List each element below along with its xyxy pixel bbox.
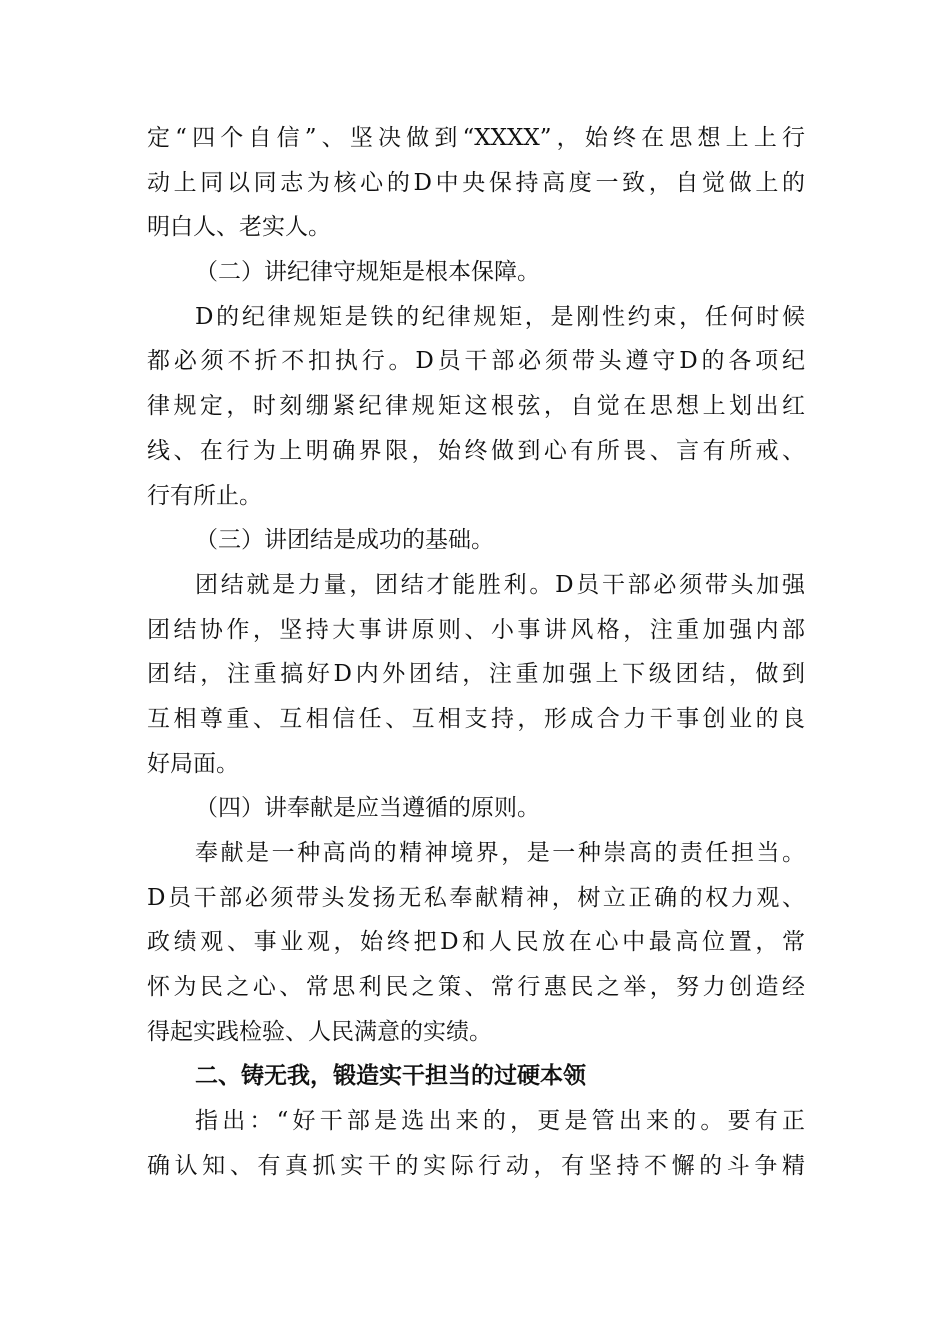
text-line: D的纪律规矩是铁的纪律规矩，是刚性约束，任何时候 <box>195 303 805 330</box>
text-line: 线、在行为上明确界限，始终做到心有所畏、言有所戒、 <box>147 437 805 464</box>
text-line: 奉献是一种高尚的精神境界，是一种崇高的责任担当。 <box>195 840 805 866</box>
text-line: 行有所止。 <box>147 482 262 509</box>
text-line: D员干部必须带头发扬无私奉献精神，树立正确的权力观、 <box>147 884 805 911</box>
text-line: 得起实践检验、人民满意的实绩。 <box>147 1018 492 1045</box>
subsection-heading <box>147 518 805 563</box>
subsection-heading <box>147 250 805 295</box>
text-line: （二）讲纪律守规矩是根本保障。 <box>195 259 540 286</box>
paragraph <box>147 1099 805 1188</box>
text-line: 明白人、老实人。 <box>147 214 331 241</box>
text-line: 都必须不折不扣执行。D员干部必须带头遵守D的各项纪 <box>147 348 805 375</box>
section-heading <box>147 1054 805 1099</box>
subsection-heading <box>147 786 805 831</box>
paragraph <box>147 116 805 250</box>
text-line: 互相尊重、互相信任、互相支持，形成合力干事创业的良 <box>147 705 805 732</box>
text-line: 政绩观、事业观，始终把D和人民放在心中最高位置，常 <box>147 929 805 956</box>
document-page <box>147 116 805 1189</box>
paragraph <box>147 563 805 786</box>
text-line: 二、铸无我，锻造实干担当的过硬本领 <box>195 1063 586 1090</box>
text-line: 律规定，时刻绷紧纪律规矩这根弦，自觉在思想上划出红 <box>147 393 805 420</box>
text-line: 怀为民之心、常思利民之策、常行惠民之举，努力创造经 <box>147 974 805 1001</box>
text-line: 团结协作，坚持大事讲原则、小事讲风格，注重加强内部 <box>147 616 805 643</box>
text-line: 动上同以同志为核心的D中央保持高度一致，自觉做上的 <box>147 169 805 196</box>
text-line: 团结，注重搞好D内外团结，注重加强上下级团结，做到 <box>147 661 805 688</box>
text-line: （三）讲团结是成功的基础。 <box>195 527 494 554</box>
paragraph <box>147 295 805 518</box>
text-line: （四）讲奉献是应当遵循的原则。 <box>195 795 540 822</box>
text-line: 指出：“好干部是选出来的，更是管出来的。要有正 <box>195 1108 805 1135</box>
text-line: 好局面。 <box>147 750 239 777</box>
paragraph <box>147 831 805 1054</box>
text-line: 确认知、有真抓实干的实际行动，有坚持不懈的斗争精 <box>147 1152 805 1179</box>
text-line: 定“四个自信”、坚决做到“XXXX”，始终在思想上上行 <box>147 125 805 151</box>
text-line: 团结就是力量，团结才能胜利。D员干部必须带头加强 <box>195 571 805 598</box>
